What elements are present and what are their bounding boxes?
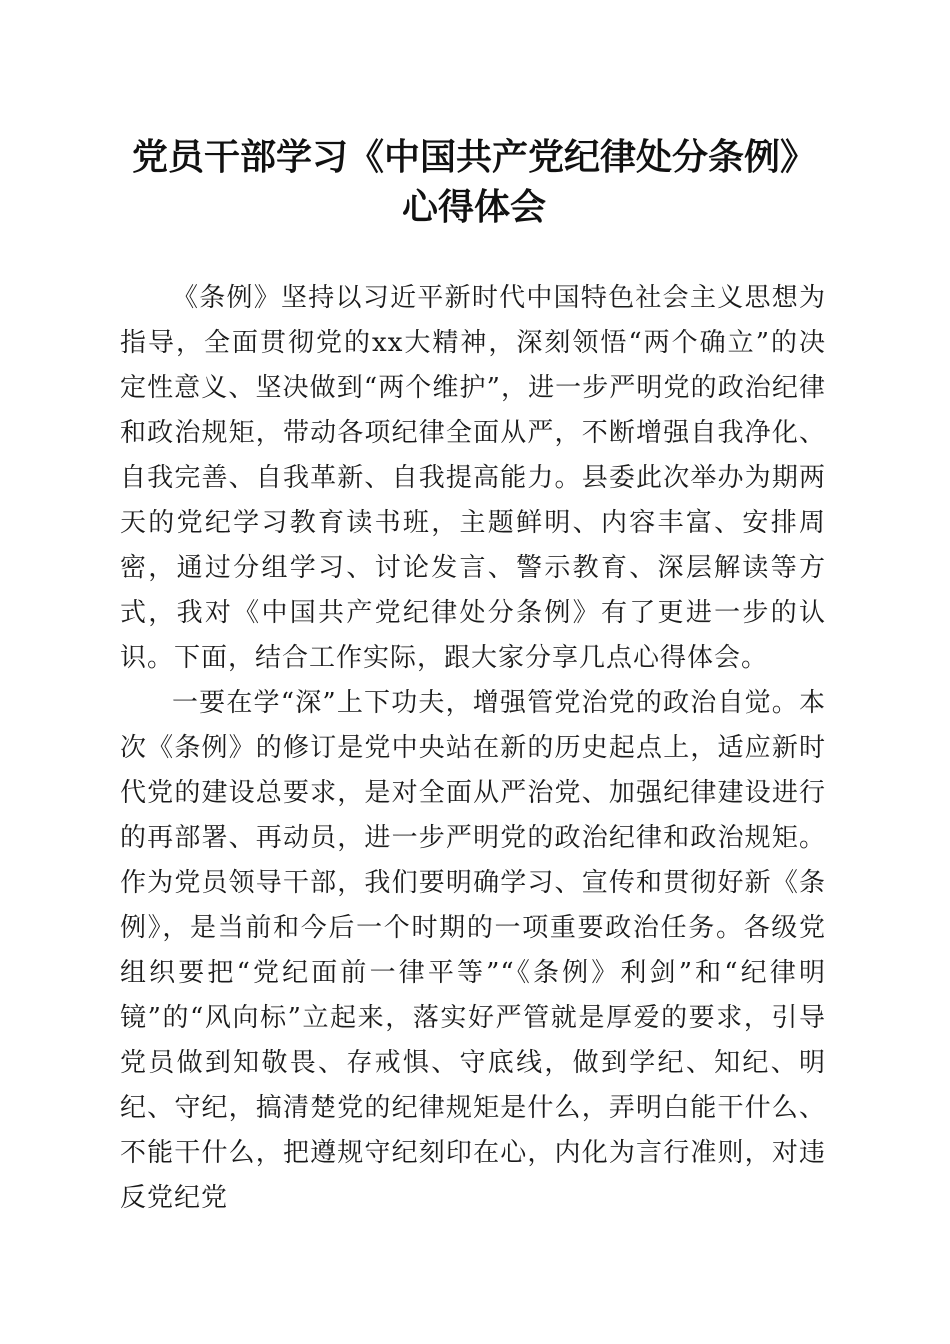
document-title: 党员干部学习《中国共产党纪律处分条例》心得体会: [131, 136, 816, 228]
document-body: [120, 276, 826, 1221]
paragraph-point-one: 一要在学“深”上下功夫，增强管党治党的政治自觉。本次《条例》的修订是党中央站在新的历史起点上，适应新时代党的建设总要求，是对全面从严治党、加强纪律建设进行的再部署、再动员，进一步严明党的政治纪律和政治规矩。作为党员领导干部，我们要明确学习、宣传和贯彻好新《条例》，是当前和今后一个时期的一项重要政治任务。各级党组织要把“党纪面前一律平等”“《条例》利剑”和“纪律明镜”的“风向标”立起来，落实好严管就是厚爱的要求，引导党员做到知敬畏、存戒惧、守底线，做到学纪、知纪、明纪、守纪，搞清楚党的纪律规矩是什么，弄明白能干什么、不能干什么，把遵规守纪刻印在心，内化为言行准则，对违反党纪党: [120, 688, 826, 1213]
paragraph-intro: 《条例》坚持以习近平新时代中国特色社会主义思想为指导，全面贯彻党的xx大精神，深刻领悟“两个确立”的决定性意义、坚决做到“两个维护”，进一步严明党的政治纪律和政治规矩，带动各项纪律全面从严，不断增强自我净化、自我完善、自我革新、自我提高能力。县委此次举办为期两天的党纪学习教育读书班，主题鲜明、内容丰富、安排周密，通过分组学习、讨论发言、警示教育、深层解读等方式，我对《中国共产党纪律处分条例》有了更进一步的认识。下面，结合工作实际，跟大家分享几点心得体会。: [120, 283, 826, 673]
